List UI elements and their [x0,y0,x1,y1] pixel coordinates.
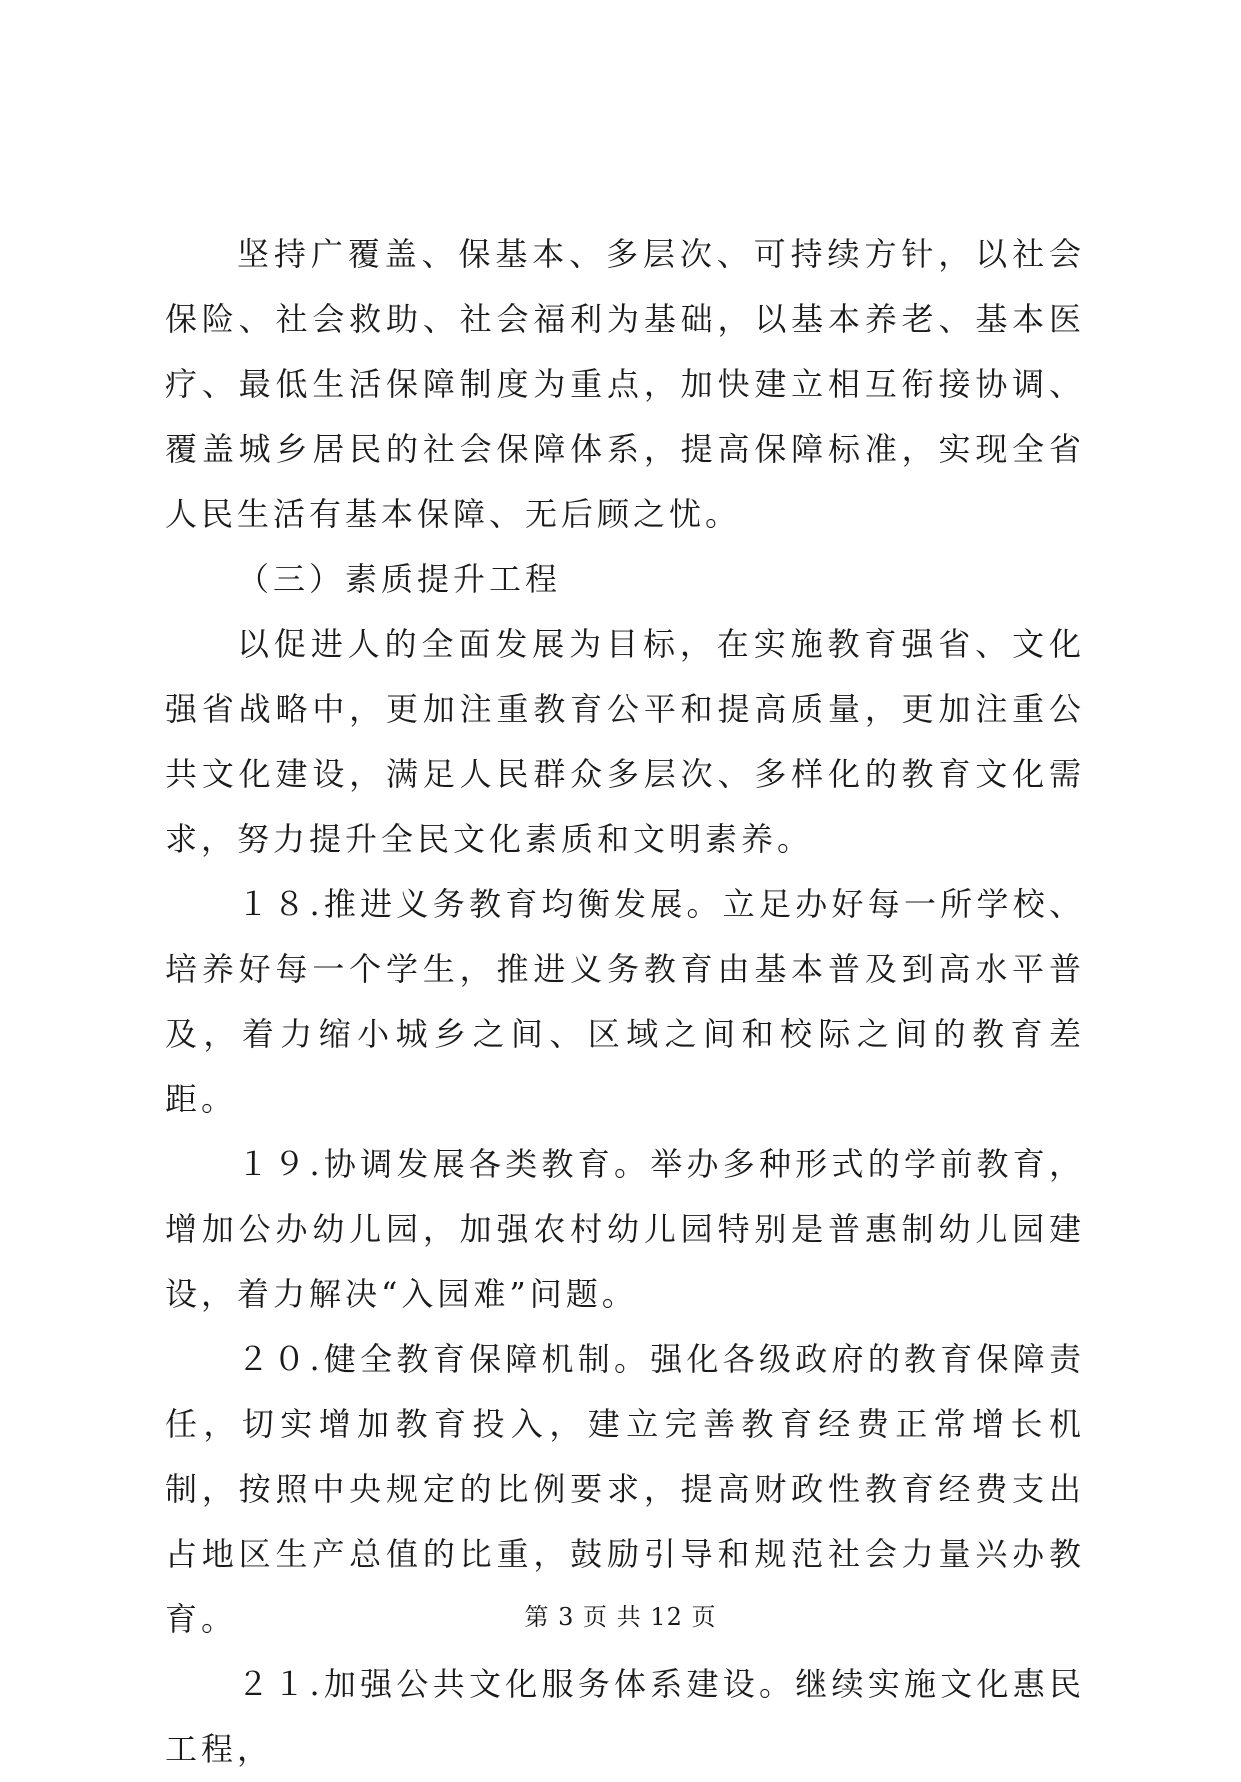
page-number-footer: 第 3 页 共 12 页 [524,1603,717,1631]
paragraph-social-security: 坚持广覆盖、保基本、多层次、可持续方针，以社会保险、社会救助、社会福利为基础，以基本养老、基本医疗、最低生活保障制度为重点，加快建立相互衔接协调、覆盖城乡居民的社会保障体系，提高保障标准，实现全省人民生活有基本保障、无后顾之忧。 [165,235,1085,533]
paragraph-item-20: ２０.健全教育保障机制。强化各级政府的教育保障责任，切实增加教育投入，建立完善教育经费正常增长机制，按照中央规定的比例要求，提高财政性教育经费支出占地区生产总值的比重，鼓励引导和规范社会力量兴办教育。 [165,1340,1085,1638]
paragraph-item-21: ２１.加强公共文化服务体系建设。继续实施文化惠民工程， [165,1665,1085,1768]
paragraph-item-19: １９.协调发展各类教育。举办多种形式的学前教育，增加公办幼儿园，加强农村幼儿园特别是普惠制幼儿园建设，着力解决“入园难”问题。 [165,1145,1085,1313]
section-heading-quality-improvement: （三）素质提升工程 [237,560,562,598]
document-body [165,222,1085,1782]
paragraph-item-18: １８.推进义务教育均衡发展。立足办好每一所学校、培养好每一个学生，推进义务教育由基本普及到高水平普及，着力缩小城乡之间、区域之间和校际之间的教育差距。 [165,885,1085,1118]
paragraph-quality-goal: 以促进人的全面发展为目标，在实施教育强省、文化强省战略中，更加注重教育公平和提高质量，更加注重公共文化建设，满足人民群众多层次、多样化的教育文化需求，努力提升全民文化素质和文明素养。 [165,625,1085,858]
